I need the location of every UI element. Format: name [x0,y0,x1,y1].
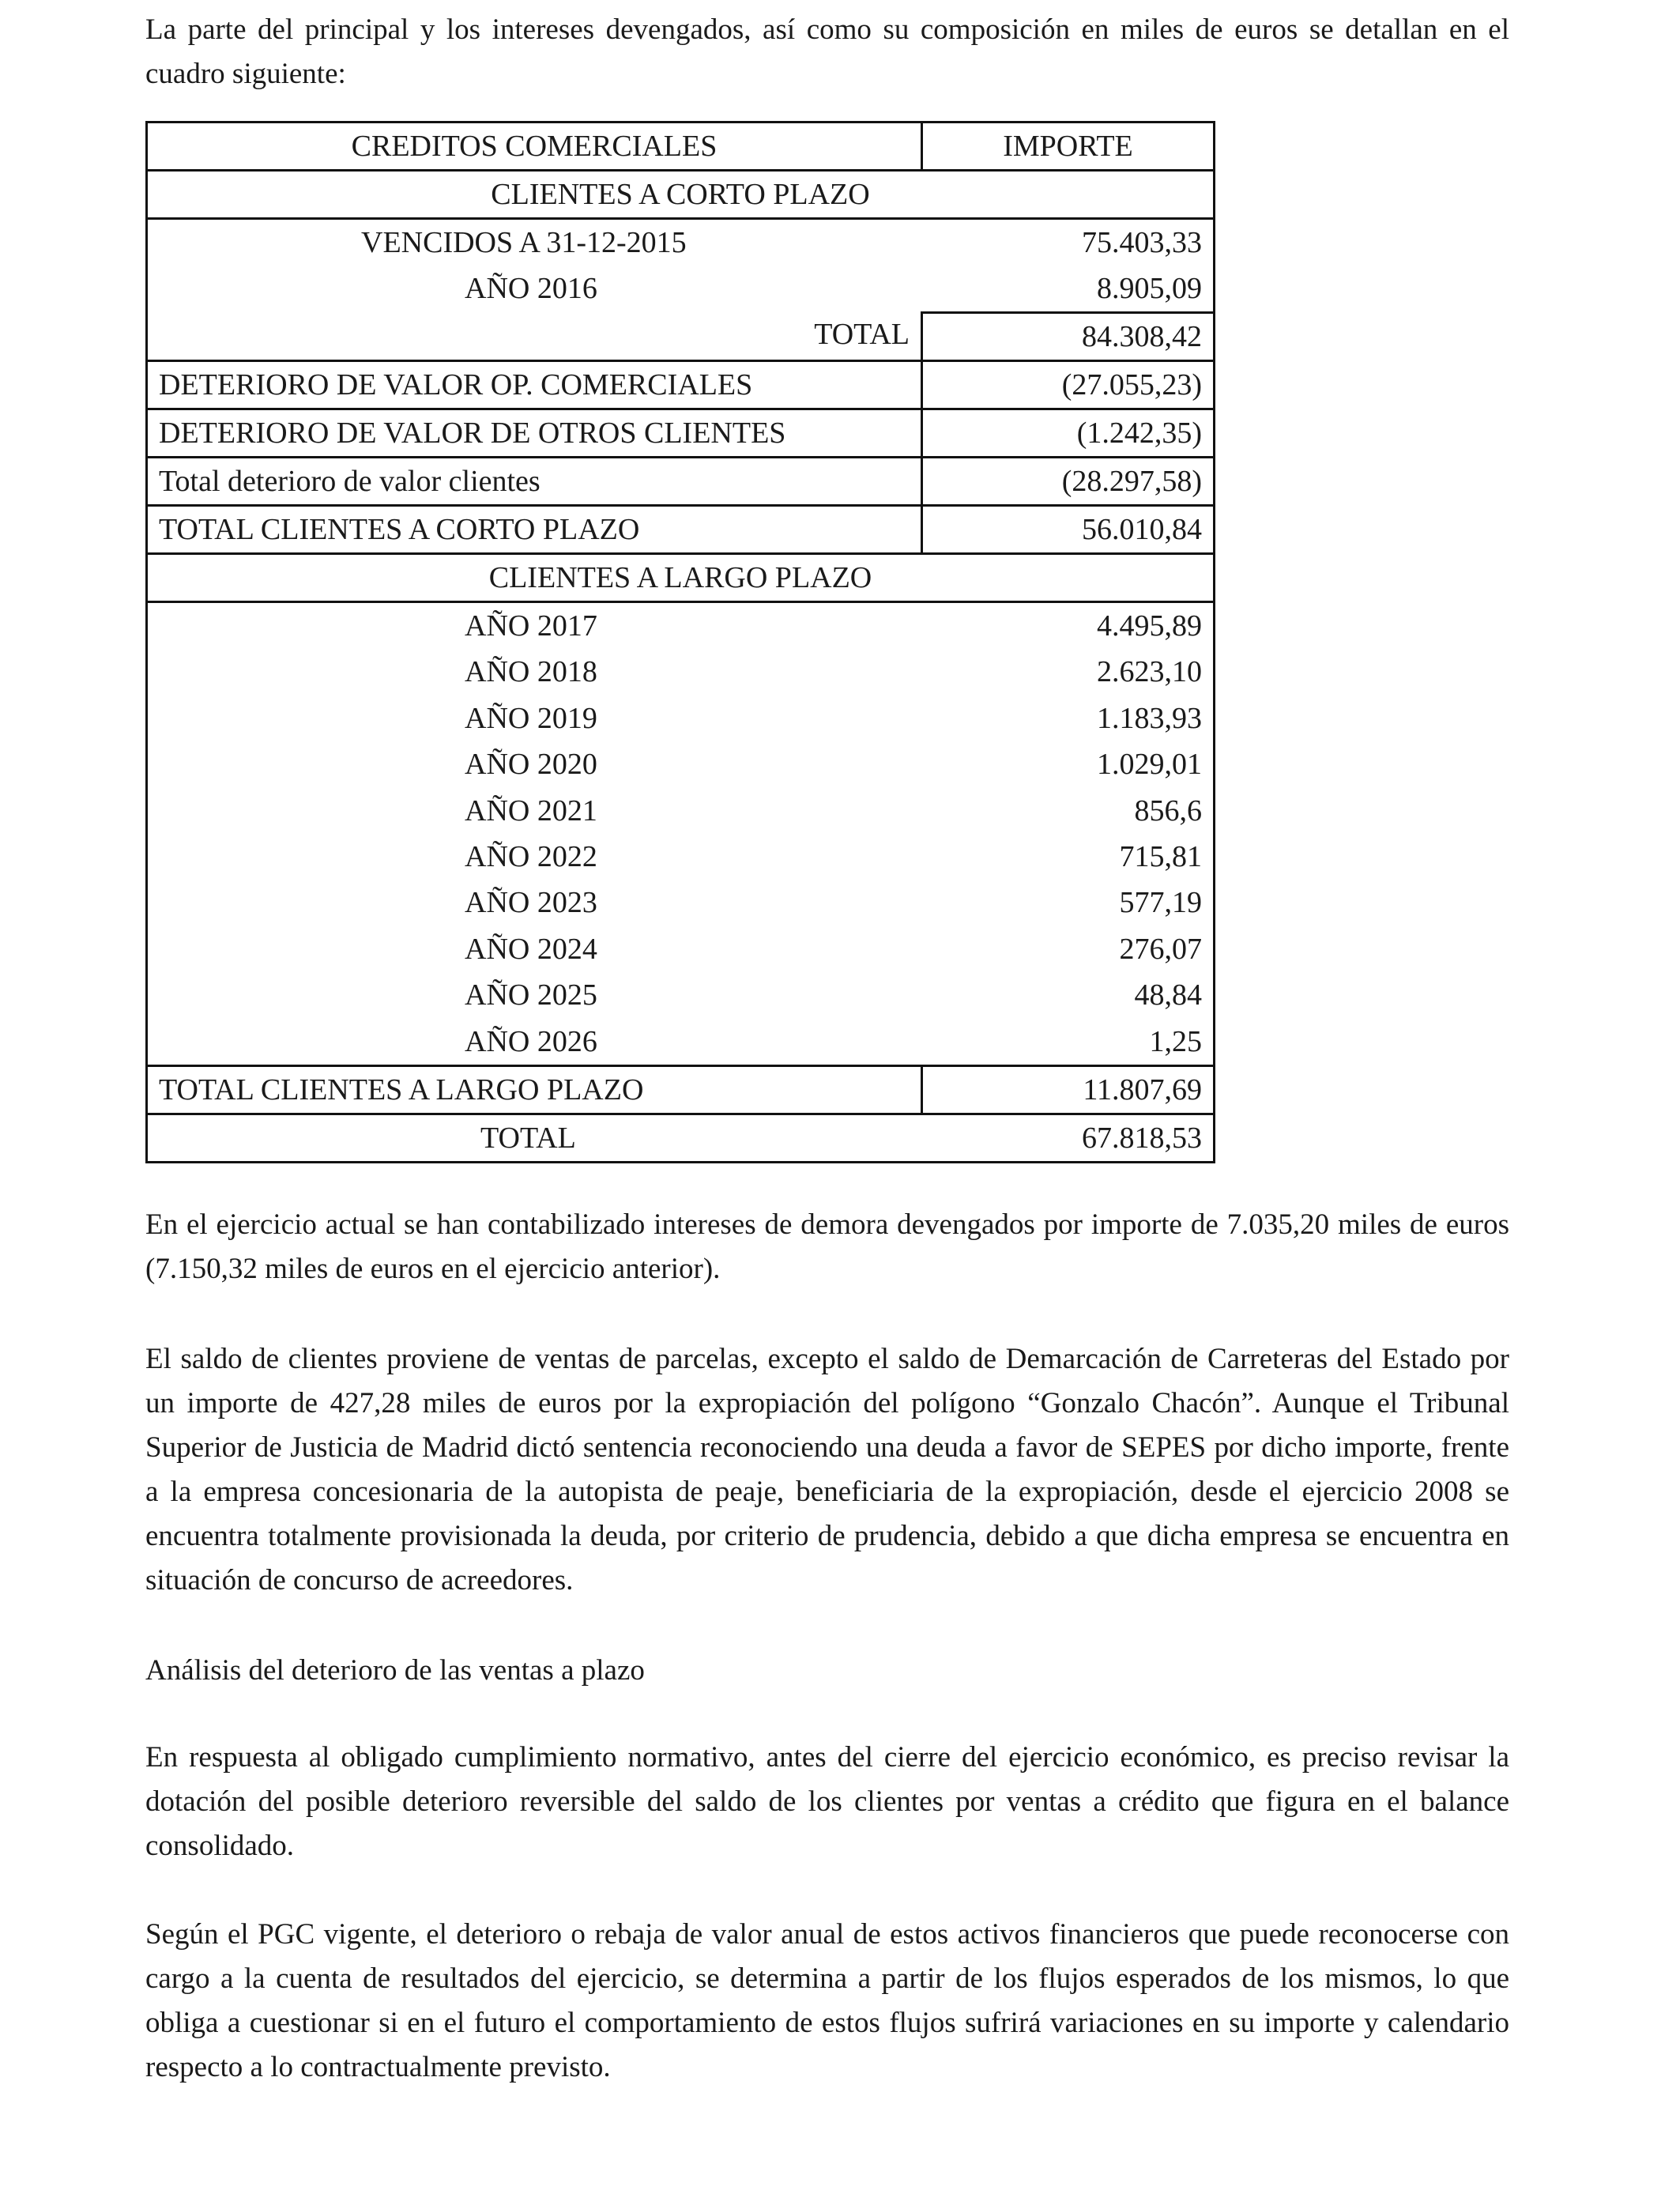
long-total-label: TOTAL CLIENTES A LARGO PLAZO [159,1073,644,1107]
row-label: Total deterioro de valor clientes [159,465,541,498]
table-row [148,741,1213,787]
short-total-label: TOTAL CLIENTES A CORTO PLAZO [159,513,640,546]
row-value: 276,07 [1119,932,1202,966]
long-term-block [148,601,1213,1065]
short-subtotal-label: TOTAL [814,318,910,351]
table-row [148,603,1213,649]
short-total-row [148,504,1213,552]
intro-paragraph: La parte del principal y los intereses devengados, así como su composición en miles de euros se detallan en el cuadro siguiente: [145,13,1509,90]
credits-table [145,121,1215,1163]
short-term-title-row [148,169,1213,217]
row-label: AÑO 2025 [465,978,597,1012]
short-total-value: 56.010,84 [921,507,1213,552]
table-row [148,1019,1213,1065]
paragraph-review: En respuesta al obligado cumplimiento normativo, antes del cierre del ejercicio económico, es preciso revisar la dotación del posible deterioro reversible del saldo de los clientes por ventas a crédito que figura en el balance consolidado. [145,1741,1509,1862]
header-concept: CREDITOS COMERCIALES [351,130,718,163]
row-value: (28.297,58) [921,458,1213,504]
long-term-title-row [148,552,1213,601]
short-subtotal-row [148,311,1213,360]
row-value: 577,19 [1119,886,1202,920]
row-value: 715,81 [1119,840,1202,874]
row-label: AÑO 2016 [465,272,597,305]
row-value: 8.905,09 [1097,272,1202,305]
table-row [148,696,1213,741]
long-total-value: 11.807,69 [921,1067,1213,1113]
table-row [148,360,1213,408]
row-value: 856,6 [1134,794,1202,827]
short-term-block [148,217,1213,360]
row-label: AÑO 2024 [465,932,597,966]
grand-total-value: 67.818,53 [1082,1122,1202,1155]
paragraph-interest: En el ejercicio actual se han contabilizado intereses de demora devengados por importe de 7.035,20 miles de euros (7.150,32 miles de euros en el ejercicio anterior). [145,1208,1509,1285]
row-label: DETERIORO DE VALOR DE OTROS CLIENTES [159,417,786,450]
row-label: AÑO 2018 [465,655,597,689]
section-heading-impairment: Análisis del deterioro de las ventas a plazo [145,1654,645,1687]
short-term-title: CLIENTES A CORTO PLAZO [491,178,870,211]
row-value: 4.495,89 [1097,609,1202,643]
table-row [148,972,1213,1018]
row-label: DETERIORO DE VALOR OP. COMERCIALES [159,368,753,401]
row-label: AÑO 2019 [465,701,597,735]
paragraph-clients-balance: El saldo de clientes proviene de ventas de parcelas, excepto el saldo de Demarcación de Carreteras del Estado por un importe de 427,28 miles de euros por la expropiación del polígono “Gonzalo Chacón”. Aunque el Tribunal Superior de Justicia de Madrid dictó sentencia reconociendo una deuda a favor de SEPES por dicho importe, frente a la empresa concesionaria de la autopista de peaje, beneficiaria de la expropiación, desde el ejercicio 2008 se encuentra totalmente provisionada la deuda, por criterio de prudencia, debido a que dicha empresa se encuentra en situación de concurso de acreedores. [145,1343,1509,1596]
row-value: (1.242,35) [921,410,1213,456]
long-total-row [148,1065,1213,1113]
row-value: 2.623,10 [1097,655,1202,689]
row-value: (27.055,23) [921,362,1213,408]
table-row [148,266,1213,311]
row-label: AÑO 2020 [465,748,597,782]
row-value: 48,84 [1134,978,1202,1012]
row-label: AÑO 2023 [465,886,597,920]
table-row [148,926,1213,972]
row-value: 1,25 [1149,1024,1202,1058]
table-row [148,456,1213,504]
row-value: 1.183,93 [1097,701,1202,735]
row-label: VENCIDOS A 31-12-2015 [361,226,687,259]
row-label: AÑO 2022 [465,840,597,874]
table-row [148,834,1213,880]
table-header-row [148,123,1213,169]
table-row [148,220,1213,266]
table-row [148,649,1213,695]
row-value: 1.029,01 [1097,748,1202,782]
paragraph-pgc: Según el PGC vigente, el deterioro o rebaja de valor anual de estos activos financieros que puede reconocerse con cargo a la cuenta de resultados del ejercicio, se determina a partir de los flujos esperados de los mismos, lo que obliga a cuestionar si en el futuro el comportamiento de estos flujos sufrirá variaciones en su importe y calendario respecto a lo contractualmente previsto. [145,1918,1509,2083]
row-label: AÑO 2026 [465,1024,597,1058]
grand-total-row [148,1113,1213,1161]
table-row [148,408,1213,456]
long-term-title: CLIENTES A LARGO PLAZO [488,561,872,594]
header-amount: IMPORTE [921,123,1213,169]
table-row [148,788,1213,834]
row-label: AÑO 2017 [465,609,597,643]
table-row [148,880,1213,925]
row-value: 75.403,33 [1082,226,1202,259]
row-label: AÑO 2021 [465,794,597,827]
grand-total-label: TOTAL [480,1122,576,1155]
short-subtotal-value: 84.308,42 [921,311,1213,360]
